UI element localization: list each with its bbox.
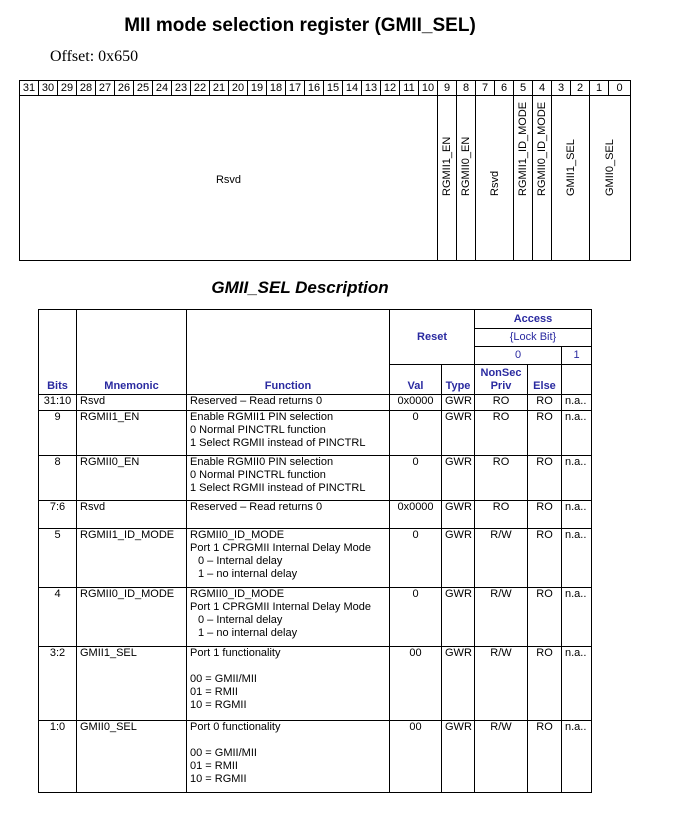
bit-number: 5 bbox=[514, 81, 533, 95]
description-table bbox=[38, 309, 592, 793]
cell-bits: 1:0 bbox=[39, 721, 77, 793]
cell-function bbox=[187, 529, 390, 588]
cell-function bbox=[187, 647, 390, 721]
bit-number: 6 bbox=[495, 81, 514, 95]
cell-else: RO bbox=[528, 588, 562, 647]
bit-number: 28 bbox=[77, 81, 96, 95]
function-line: 00 = GMII/MII bbox=[190, 747, 257, 759]
function-line: 0 – Internal delay bbox=[198, 555, 283, 567]
function-line: 0 – Internal delay bbox=[198, 614, 283, 626]
field-rgmii0-id-mode bbox=[533, 96, 552, 260]
bit-number: 12 bbox=[381, 81, 400, 95]
cell-else: RO bbox=[528, 395, 562, 411]
bit-number: 15 bbox=[324, 81, 343, 95]
cell-lock1: n.a.. bbox=[562, 588, 592, 647]
cell-mnemonic: RGMII0_EN bbox=[77, 456, 187, 501]
cell-lock1: n.a.. bbox=[562, 529, 592, 588]
cell-else: RO bbox=[528, 529, 562, 588]
cell-else: RO bbox=[528, 411, 562, 456]
function-line: Enable RGMII0 PIN selection bbox=[190, 456, 334, 468]
field-rgmii1-id-mode bbox=[514, 96, 533, 260]
cell-type: GWR bbox=[442, 501, 475, 529]
bit-number: 7 bbox=[476, 81, 495, 95]
cell-bits: 7:6 bbox=[39, 501, 77, 529]
table-row bbox=[39, 501, 592, 529]
bit-field-row bbox=[19, 95, 631, 261]
header-else: Else bbox=[528, 365, 562, 395]
header-nonsec-priv: NonSec Priv bbox=[475, 365, 528, 395]
cell-priv: R/W bbox=[475, 529, 528, 588]
function-line: 1 Select RGMII instead of PINCTRL bbox=[190, 482, 366, 494]
function-line: RGMII0_ID_MODE bbox=[190, 588, 285, 600]
function-line: 1 – no internal delay bbox=[198, 568, 298, 580]
bit-number: 9 bbox=[438, 81, 457, 95]
bit-number: 23 bbox=[172, 81, 191, 95]
header-lock-0: 0 bbox=[475, 347, 562, 365]
bit-number: 17 bbox=[286, 81, 305, 95]
bit-number: 26 bbox=[115, 81, 134, 95]
cell-val: 0x0000 bbox=[390, 501, 442, 529]
cell-lock1: n.a.. bbox=[562, 411, 592, 456]
table-row bbox=[39, 456, 592, 501]
description-title: GMII_SEL Description bbox=[211, 278, 389, 297]
function-line: Port 1 CPRGMII Internal Delay Mode bbox=[190, 601, 371, 613]
bit-number-row bbox=[19, 80, 631, 96]
cell-else: RO bbox=[528, 647, 562, 721]
cell-else: RO bbox=[528, 456, 562, 501]
cell-val: 0 bbox=[390, 529, 442, 588]
function-line: 0 Normal PINCTRL function bbox=[190, 424, 326, 436]
cell-mnemonic: RGMII1_ID_MODE bbox=[77, 529, 187, 588]
cell-else: RO bbox=[528, 501, 562, 529]
cell-type: GWR bbox=[442, 411, 475, 456]
cell-function bbox=[187, 395, 390, 411]
cell-type: GWR bbox=[442, 395, 475, 411]
cell-type: GWR bbox=[442, 647, 475, 721]
cell-function bbox=[187, 721, 390, 793]
header-function: Function bbox=[187, 310, 390, 395]
header-empty bbox=[562, 365, 592, 395]
cell-function bbox=[187, 456, 390, 501]
register-title: MII mode selection register (GMII_SEL) bbox=[124, 15, 476, 36]
bit-number: 21 bbox=[210, 81, 229, 95]
bit-number: 24 bbox=[153, 81, 172, 95]
table-row bbox=[39, 588, 592, 647]
function-line: 01 = RMII bbox=[190, 686, 238, 698]
cell-else: RO bbox=[528, 721, 562, 793]
header-reset: Reset bbox=[390, 310, 475, 365]
bit-number: 20 bbox=[229, 81, 248, 95]
header-val: Val bbox=[390, 365, 442, 395]
cell-priv: RO bbox=[475, 411, 528, 456]
table-row bbox=[39, 395, 592, 411]
bit-number: 2 bbox=[571, 81, 590, 95]
bit-number: 30 bbox=[39, 81, 58, 95]
cell-mnemonic: GMII0_SEL bbox=[77, 721, 187, 793]
table-row bbox=[39, 411, 592, 456]
function-line-blank bbox=[190, 660, 386, 673]
cell-lock1: n.a.. bbox=[562, 647, 592, 721]
header-lock-1: 1 bbox=[562, 347, 592, 365]
function-line: 10 = RGMII bbox=[190, 699, 247, 711]
field-gmii1-sel bbox=[552, 96, 590, 260]
bit-number: 8 bbox=[457, 81, 476, 95]
bit-number: 10 bbox=[419, 81, 438, 95]
cell-val: 00 bbox=[390, 721, 442, 793]
function-line: 1 Select RGMII instead of PINCTRL bbox=[190, 437, 366, 449]
cell-bits: 5 bbox=[39, 529, 77, 588]
cell-mnemonic: Rsvd bbox=[77, 395, 187, 411]
bit-number: 19 bbox=[248, 81, 267, 95]
cell-val: 0 bbox=[390, 456, 442, 501]
cell-type: GWR bbox=[442, 529, 475, 588]
function-line: Port 0 functionality bbox=[190, 721, 281, 733]
cell-val: 0 bbox=[390, 411, 442, 456]
cell-priv: RO bbox=[475, 456, 528, 501]
field-label: GMII0_SEL bbox=[604, 139, 616, 196]
cell-mnemonic: RGMII1_EN bbox=[77, 411, 187, 456]
cell-val: 00 bbox=[390, 647, 442, 721]
function-line-blank bbox=[190, 734, 386, 747]
field-label: GMII1_SEL bbox=[564, 139, 577, 196]
function-line: Port 1 CPRGMII Internal Delay Mode bbox=[190, 542, 371, 554]
cell-mnemonic: Rsvd bbox=[77, 501, 187, 529]
cell-priv: R/W bbox=[475, 647, 528, 721]
field-rsvd-high bbox=[20, 96, 438, 260]
function-line: 0 Normal PINCTRL function bbox=[190, 469, 326, 481]
header-bits: Bits bbox=[39, 310, 77, 395]
bit-number: 29 bbox=[58, 81, 77, 95]
cell-bits: 3:2 bbox=[39, 647, 77, 721]
table-row bbox=[39, 721, 592, 793]
field-label: RGMII1_EN bbox=[441, 136, 453, 196]
function-line: Reserved – Read returns 0 bbox=[190, 395, 323, 407]
bit-number: 25 bbox=[134, 81, 153, 95]
bit-number: 4 bbox=[533, 81, 552, 95]
function-line: RGMII0_ID_MODE bbox=[190, 529, 285, 541]
cell-type: GWR bbox=[442, 456, 475, 501]
header-mnemonic: Mnemonic bbox=[77, 310, 187, 395]
cell-priv: R/W bbox=[475, 588, 528, 647]
bit-number: 0 bbox=[616, 82, 623, 94]
cell-lock1: n.a.. bbox=[562, 456, 592, 501]
function-line: Reserved – Read returns 0 bbox=[190, 501, 323, 513]
field-label: RGMII1_ID_MODE bbox=[517, 101, 529, 196]
cell-function bbox=[187, 411, 390, 456]
bit-number: 31 bbox=[20, 81, 39, 95]
function-line: 00 = GMII/MII bbox=[190, 673, 257, 685]
cell-type: GWR bbox=[442, 721, 475, 793]
cell-lock1: n.a.. bbox=[562, 721, 592, 793]
bit-number: 3 bbox=[552, 81, 571, 95]
cell-bits: 4 bbox=[39, 588, 77, 647]
register-offset: Offset: 0x650 bbox=[50, 48, 139, 65]
cell-bits: 8 bbox=[39, 456, 77, 501]
field-rsvd-low bbox=[476, 96, 514, 260]
bit-number: 16 bbox=[305, 81, 324, 95]
cell-lock1: n.a.. bbox=[562, 501, 592, 529]
header-access: Access bbox=[475, 310, 592, 329]
table-row bbox=[39, 529, 592, 588]
field-label: RGMII0_ID_MODE bbox=[536, 101, 548, 196]
field-rgmii0-en bbox=[457, 96, 476, 260]
cell-lock1: n.a.. bbox=[562, 395, 592, 411]
table-row bbox=[39, 647, 592, 721]
bit-number: 13 bbox=[362, 81, 381, 95]
field-label: Rsvd bbox=[488, 170, 501, 196]
function-line: 01 = RMII bbox=[190, 760, 238, 772]
bit-number: 27 bbox=[96, 81, 115, 95]
header-type: Type bbox=[442, 365, 475, 395]
field-label: Rsvd bbox=[215, 174, 242, 186]
function-line: 10 = RGMII bbox=[190, 773, 247, 785]
bit-number: 14 bbox=[343, 81, 362, 95]
header-lock-bit: {Lock Bit} bbox=[475, 329, 592, 347]
function-line: 1 – no internal delay bbox=[198, 627, 298, 639]
cell-priv: R/W bbox=[475, 721, 528, 793]
bit-number: 1 bbox=[590, 81, 609, 95]
cell-bits: 9 bbox=[39, 411, 77, 456]
cell-priv: RO bbox=[475, 501, 528, 529]
cell-mnemonic: GMII1_SEL bbox=[77, 647, 187, 721]
cell-function bbox=[187, 501, 390, 529]
cell-val: 0 bbox=[390, 588, 442, 647]
field-gmii0-sel bbox=[590, 96, 630, 260]
field-rgmii1-en bbox=[438, 96, 457, 260]
cell-val: 0x0000 bbox=[390, 395, 442, 411]
cell-mnemonic: RGMII0_ID_MODE bbox=[77, 588, 187, 647]
bit-number: 22 bbox=[191, 81, 210, 95]
function-line: Port 1 functionality bbox=[190, 647, 281, 659]
cell-priv: RO bbox=[475, 395, 528, 411]
cell-bits: 31:10 bbox=[39, 395, 77, 411]
bit-number: 18 bbox=[267, 81, 286, 95]
field-label: RGMII0_EN bbox=[460, 136, 472, 196]
cell-type: GWR bbox=[442, 588, 475, 647]
cell-function bbox=[187, 588, 390, 647]
function-line: Enable RGMII1 PIN selection bbox=[190, 411, 334, 423]
bit-number: 11 bbox=[400, 81, 419, 95]
register-bit-diagram bbox=[19, 80, 631, 261]
